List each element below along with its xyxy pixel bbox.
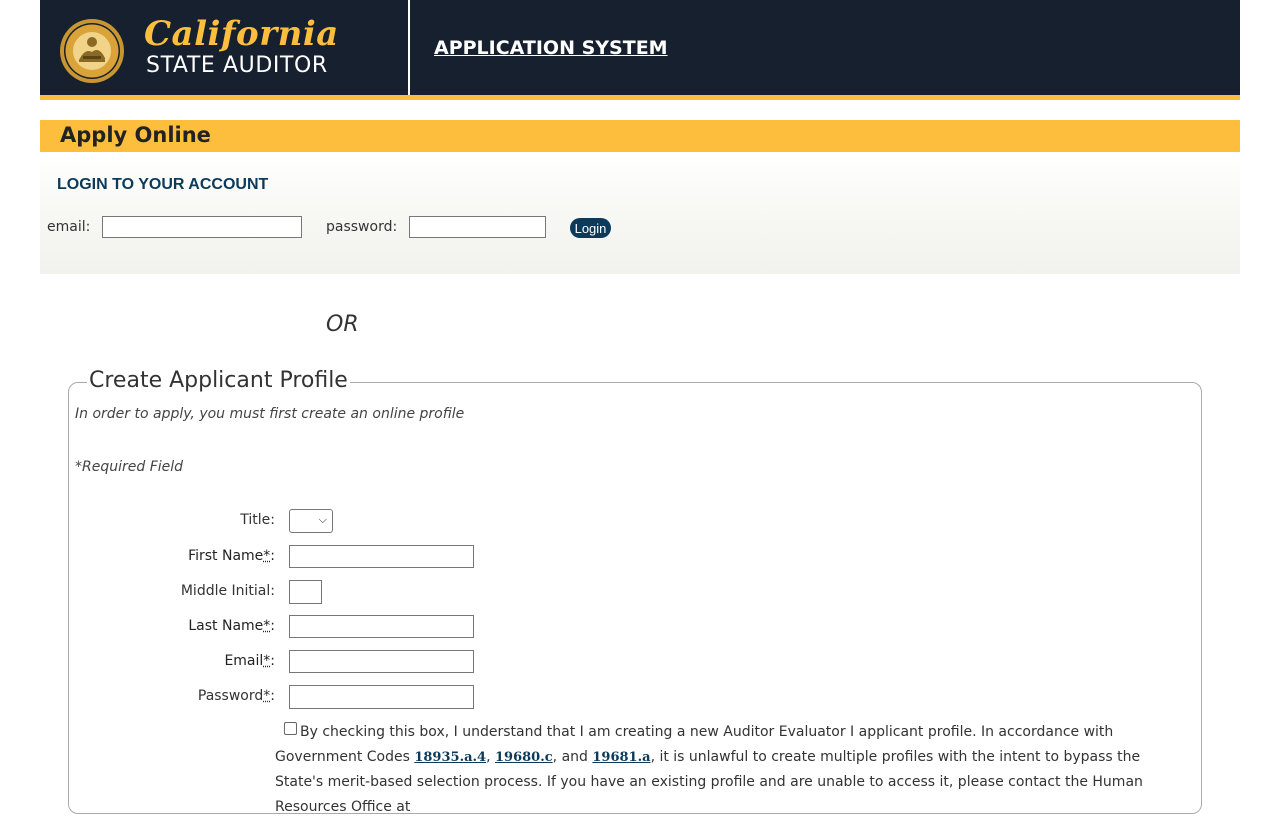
logo-california-text: California (144, 14, 339, 54)
middle-initial-label: Middle Initial: (180, 583, 275, 599)
application-system-link[interactable]: APPLICATION SYSTEM (434, 37, 668, 59)
required-mark: * (263, 653, 271, 669)
login-email-input[interactable] (102, 216, 302, 238)
profile-intro-text: In order to apply, you must first create an online profile (75, 406, 465, 422)
password-label: Password*: (197, 688, 275, 704)
california-seal-icon (59, 18, 125, 84)
login-heading: LOGIN TO YOUR ACCOUNT (57, 176, 269, 193)
first-name-label: First Name*: (188, 548, 275, 564)
last-name-label: Last Name*: (188, 618, 275, 634)
logo-block[interactable] (40, 0, 410, 95)
email-input[interactable] (289, 650, 474, 673)
login-button[interactable]: Login (570, 218, 611, 238)
last-name-input[interactable] (289, 615, 474, 638)
login-password-input[interactable] (409, 216, 546, 238)
logo-state-auditor-text: STATE AUDITOR (146, 53, 328, 78)
create-profile-legend: Create Applicant Profile (89, 368, 348, 393)
title-select[interactable] (289, 509, 333, 533)
required-mark: * (263, 548, 271, 564)
gov-code-link-18935[interactable]: 18935.a.4 (414, 749, 487, 765)
or-divider-text: OR (326, 312, 359, 337)
first-name-input[interactable] (289, 545, 474, 568)
middle-initial-input[interactable] (289, 580, 322, 604)
email-label: Email*: (224, 653, 275, 669)
password-input[interactable] (289, 685, 474, 709)
required-mark: * (263, 618, 271, 634)
login-section (40, 152, 1240, 274)
agreement-text: By checking this box, I understand that I am creating a new Auditor Evaluator I applicant profile. In accordance with Government Codes 18935.a.4, 19680.c, and 19681.a, it is unlawful to create multiple profiles with the intent to bypass the State's merit-based selection process. If you have an existing profile and are unable to access it, please contact the Human Resources Office at (275, 724, 1143, 815)
gov-code-link-19680[interactable]: 19680.c (495, 749, 553, 765)
page-title: Apply Online (60, 123, 211, 147)
chevron-down-icon: ⌵ (318, 513, 327, 526)
page-wrapper (40, 0, 1240, 815)
required-mark: * (263, 688, 271, 704)
header-gold-bar (40, 95, 1240, 100)
apply-online-banner (40, 120, 1240, 152)
login-email-label: email: (47, 219, 91, 235)
site-header (40, 0, 1240, 95)
login-password-label: password: (326, 219, 398, 235)
title-label: Title: (240, 512, 275, 528)
required-field-note: *Required Field (75, 459, 184, 475)
gov-code-link-19681[interactable]: 19681.a (592, 749, 651, 765)
